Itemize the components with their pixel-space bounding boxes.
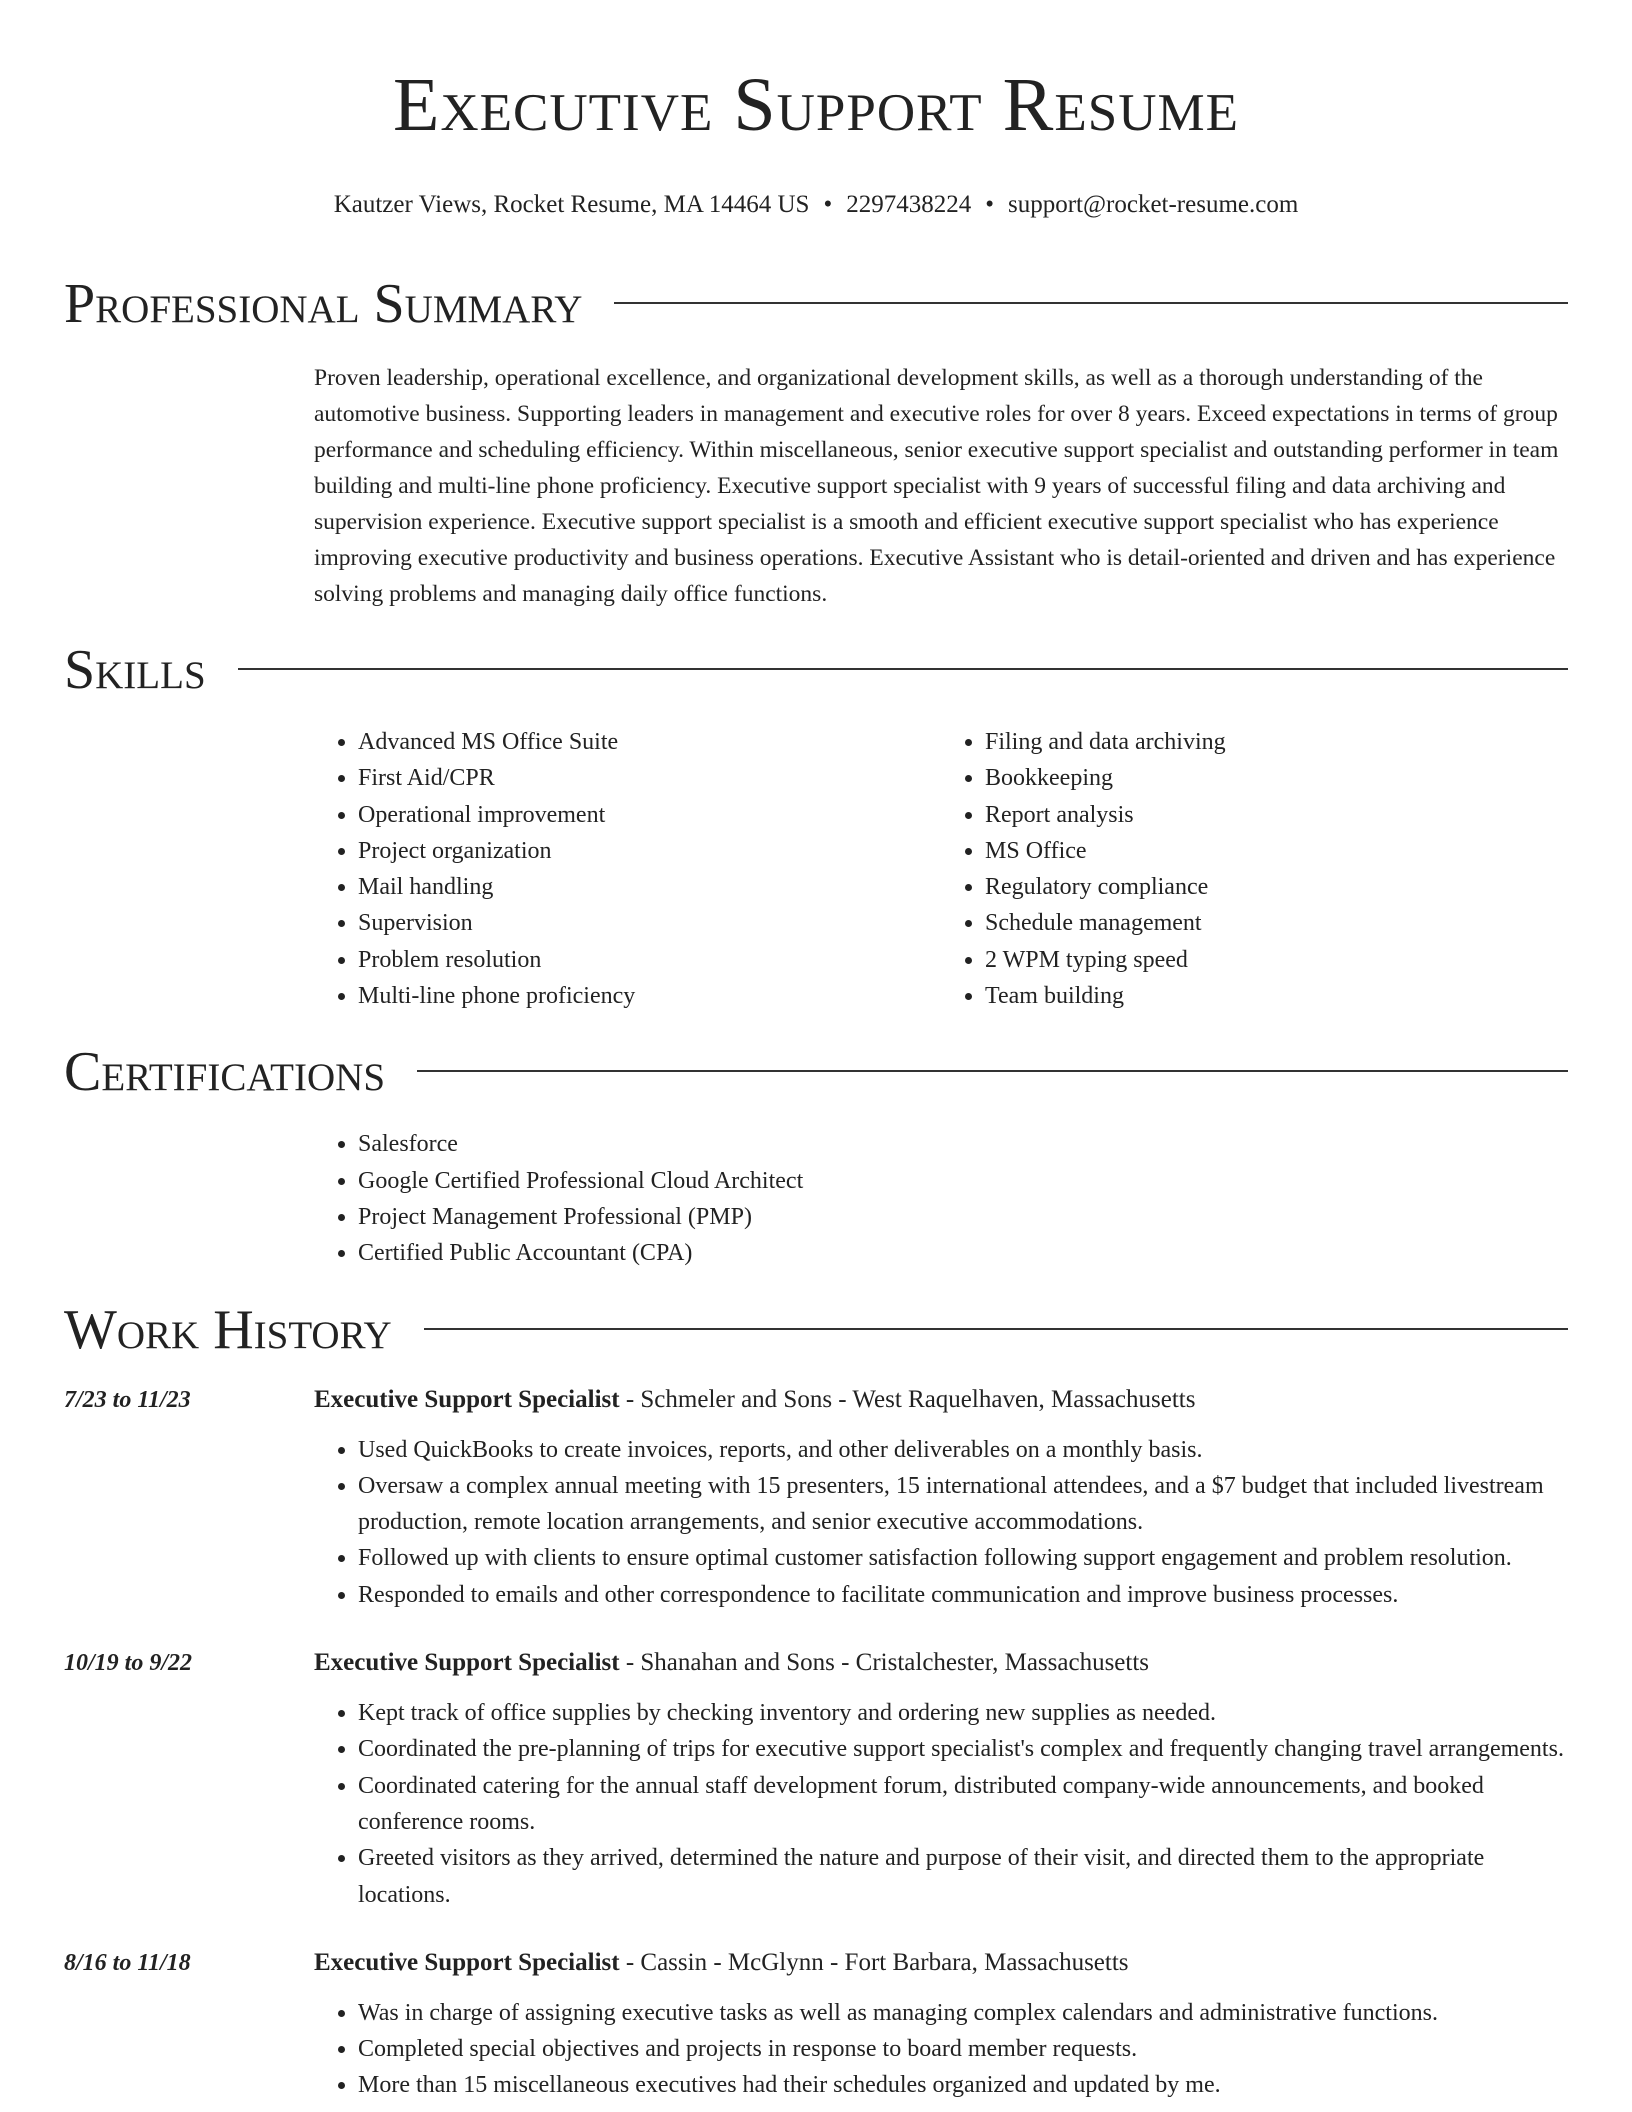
job-entry [64,1947,1568,2104]
job-employer: - Shanahan and Sons - Cristalchester, Massachusetts [619,1649,1150,1677]
job-bullet: • Oversaw a complex annual meeting with 15 presenters, 15 international attendees, and a $7 budget that included livestream production, remote location arrangements, and senior executive accommodations. [358,1468,1568,1541]
skills-column-right [941,724,1568,1014]
skill-item: • Schedule management [985,905,1568,941]
summary-heading: Professional Summary [64,273,583,335]
certifications-heading: Certifications [64,1041,386,1104]
skill-item: • MS Office [985,833,1568,869]
job-employer: - Cassin - McGlynn - Fort Barbara, Massachusetts [619,1948,1129,1976]
job-title: Executive Support Specialist [314,1385,620,1413]
job-entry [64,1647,1568,1913]
skills-heading: Skills [64,639,206,701]
skills-section-header [64,638,1568,702]
skill-item: • Report analysis [985,797,1568,833]
job-title-line [314,1947,1568,1979]
resume-title: Executive Support Resume [392,63,1239,147]
job-bullet: • Coordinated catering for the annual staff development forum, distributed company-wide announcements, and booked conference rooms. [358,1768,1568,1841]
job-title-line [314,1384,1568,1416]
contact-line [0,190,1632,220]
job-dates: 10/19 to 9/22 [64,1650,193,1677]
certifications-list [314,1126,1568,1271]
contact-separator: • [823,191,833,218]
job-dates: 7/23 to 11/23 [64,1386,191,1413]
job-employer: - Schmeler and Sons - West Raquelhaven, Massachusetts [619,1385,1196,1413]
skill-item: • First Aid/CPR [358,760,941,796]
job-bullet: • Kept track of office supplies by checking inventory and ordering new supplies as needed. [358,1695,1568,1731]
summary-section-header [64,272,1568,336]
summary-text: Proven leadership, operational excellence, and organizational development skills, as well as a thorough understanding of the automotive business. Supporting leaders in management and executive roles for over 8 years. Exceed expectations in terms of group performance and scheduling efficiency. Within miscellaneous, senior executive support specialist and outstanding performer in team building and multi-line phone proficiency. Executive support specialist with 9 years of successful filing and data archiving and supervision experience. Executive support specialist is a smooth and efficient executive support specialist who has experience improving executive productivity and business operations. Executive Assistant who is detail-oriented and driven and has experience solving problems and managing daily office functions. [314,365,1559,607]
skill-item: • Mail handling [358,869,941,905]
job-entry [64,1384,1568,1613]
certification-item: • Project Management Professional (PMP) [358,1199,1568,1235]
job-bullet: • Coordinated the pre-planning of trips for executive support specialist's complex and frequently changing travel arrangements. [358,1731,1568,1767]
job-bullet: • Used QuickBooks to create invoices, reports, and other deliverables on a monthly basis. [358,1432,1568,1468]
certification-item: • Salesforce [358,1126,1568,1162]
job-bullets [314,1695,1568,1913]
job-bullet: • Followed up with clients to ensure optimal customer satisfaction following support engagement and problem resolution. [358,1540,1568,1576]
job-title: Executive Support Specialist [314,1649,620,1677]
skill-item: • Supervision [358,905,941,941]
certification-item: • Certified Public Accountant (CPA) [358,1235,1568,1271]
skill-item: • Project organization [358,833,941,869]
contact-address: Kautzer Views, Rocket Resume, MA 14464 US [333,191,810,218]
skill-item: • Multi-line phone proficiency [358,978,941,1014]
section-divider [417,1070,1568,1072]
job-bullets [314,1995,1568,2104]
section-divider [614,302,1568,304]
certifications-section-header [64,1040,1568,1104]
job-bullet: • Was in charge of assigning executive tasks as well as managing complex calendars and administrative functions. [358,1995,1568,2031]
contact-email: support@rocket-resume.com [1008,191,1299,218]
job-title-line [314,1647,1568,1679]
skill-item: • Advanced MS Office Suite [358,724,941,760]
work-history-heading: Work History [64,1298,392,1361]
job-dates: 8/16 to 11/18 [64,1949,191,1976]
certification-item: • Google Certified Professional Cloud Architect [358,1163,1568,1199]
job-bullets [314,1432,1568,1613]
work-history-section-header [64,1298,1568,1362]
skill-item: • 2 WPM typing speed [985,942,1568,978]
job-body [314,1384,1568,1613]
skill-item: • Problem resolution [358,942,941,978]
job-title: Executive Support Specialist [314,1948,620,1976]
contact-separator: • [985,191,994,218]
job-body [314,1947,1568,2104]
job-body [314,1647,1568,1913]
job-bullet: • More than 15 miscellaneous executives had their schedules organized and updated by me. [358,2067,1568,2103]
skills-list [314,724,1568,1014]
section-divider [424,1328,1568,1330]
skill-item: • Team building [985,978,1568,1014]
skill-item: • Regulatory compliance [985,869,1568,905]
skill-item: • Bookkeeping [985,760,1568,796]
skill-item: • Operational improvement [358,797,941,833]
skills-column-left [314,724,941,1014]
skill-item: • Filing and data archiving [985,724,1568,760]
contact-phone: 2297438224 [846,191,972,218]
job-bullet: • Greeted visitors as they arrived, determined the nature and purpose of their visit, and directed them to the appropriate locations. [358,1840,1568,1913]
job-bullet: • Completed special objectives and projects in response to board member requests. [358,2031,1568,2067]
section-divider [238,668,1568,670]
job-bullet: • Responded to emails and other correspondence to facilitate communication and improve business processes. [358,1577,1568,1613]
